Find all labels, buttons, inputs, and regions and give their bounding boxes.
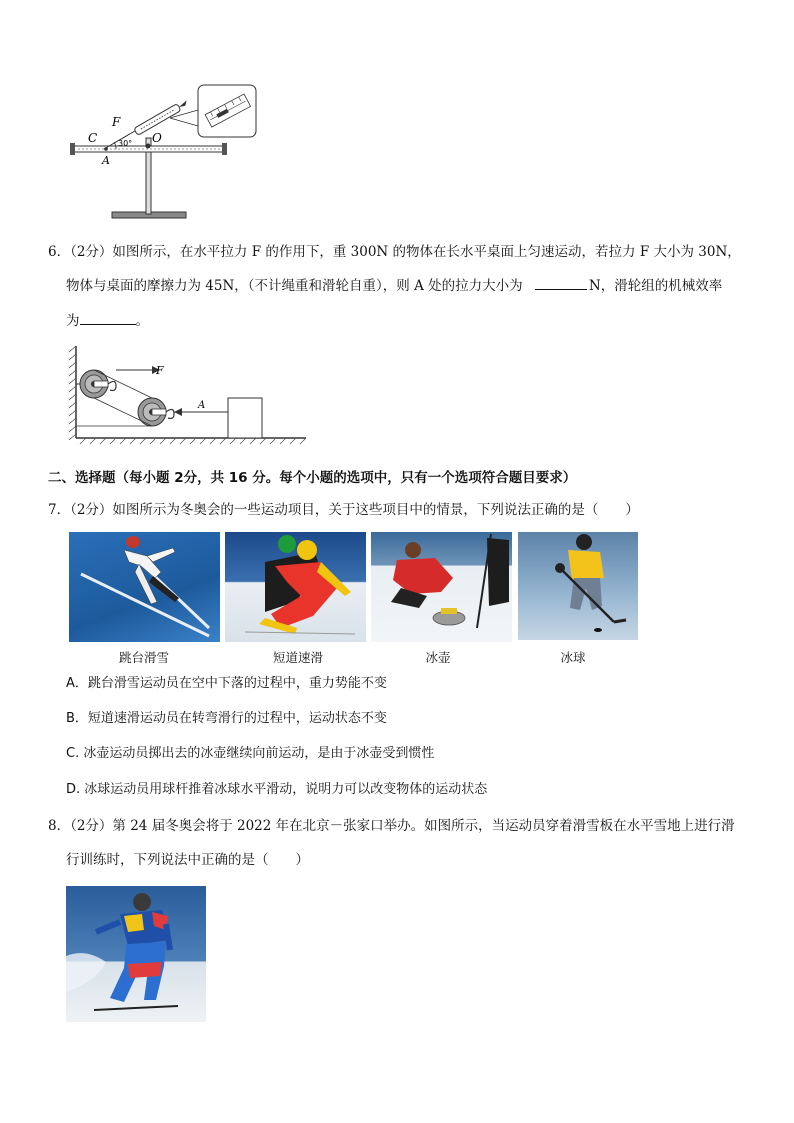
q6-line2-text-b: N，滑轮组的机械效率 bbox=[588, 278, 723, 294]
caption-short-track: 短道速滑 bbox=[272, 650, 323, 665]
q7-stem: 7．（2分）如图所示为冬奥会的一些运动项目，关于这些项目中的情景，下列说法正确的是（ ） bbox=[48, 502, 639, 518]
photo-skier bbox=[66, 886, 206, 1022]
caption-ski-jumping: 跳台滑雪 bbox=[118, 650, 169, 665]
q8-line1: 8．（2分）第 24 届冬奥会将于 2022 年在北京－张家口举办。如图所示，当运动员穿着滑雪板在水平雪地上进行滑 bbox=[48, 818, 735, 834]
q8-line2: 行训练时，下列说法中正确的是（ ） bbox=[66, 852, 309, 868]
q6-line3-text: 为 bbox=[66, 313, 80, 329]
pulley-label-f: F bbox=[156, 364, 164, 377]
caption-curling: 冰壶 bbox=[425, 650, 451, 665]
q7-option-d[interactable]: D. 冰球运动员用球杆推着冰球水平滑动，说明力可以改变物体的运动状态 bbox=[66, 782, 488, 797]
q6-line2 bbox=[66, 277, 722, 295]
photo-ski-jumping bbox=[69, 532, 220, 642]
photo-curling bbox=[371, 532, 512, 642]
label-o: O bbox=[152, 131, 162, 145]
q7-option-b[interactable]: B．短道速滑运动员在转弯滑行的过程中，运动状态不变 bbox=[66, 711, 387, 726]
photo-ice-hockey bbox=[518, 532, 638, 640]
lever-figure bbox=[60, 80, 270, 225]
q6-line3 bbox=[66, 312, 149, 330]
q6-line1: 6．（2分）如图所示，在水平拉力 F 的作用下，重 300N 的物体在长水平桌面上匀速运动，若拉力 F 大小为 30N， bbox=[48, 244, 741, 260]
q7-option-c[interactable]: C. 冰壶运动员掷出去的冰壶继续向前运动，是由于冰壶受到惯性 bbox=[66, 746, 435, 761]
angle-label: 30° bbox=[118, 139, 133, 148]
q7-option-a[interactable]: A．跳台滑雪运动员在空中下落的过程中，重力势能不变 bbox=[66, 676, 387, 691]
pulley-label-a: A bbox=[198, 400, 206, 411]
caption-ice-hockey: 冰球 bbox=[560, 650, 586, 665]
q6-line2-text: 物体与桌面的摩擦力为 45N，（不计绳重和滑轮自重），则 A 处的拉力大小为 bbox=[66, 278, 523, 294]
q6-blank-b[interactable] bbox=[80, 312, 136, 325]
photo-short-track bbox=[225, 532, 366, 642]
label-a: A bbox=[102, 154, 110, 167]
pulley-figure bbox=[66, 344, 311, 446]
section-2-title: 二、选择题（每小题 2分，共 16 分。每个小题的选项中，只有一个选项符合题目要求） bbox=[48, 470, 577, 486]
q6-line3-end: 。 bbox=[135, 313, 149, 329]
label-f: F bbox=[112, 115, 121, 129]
q6-blank-a[interactable] bbox=[535, 277, 587, 290]
label-c: C bbox=[88, 131, 98, 145]
